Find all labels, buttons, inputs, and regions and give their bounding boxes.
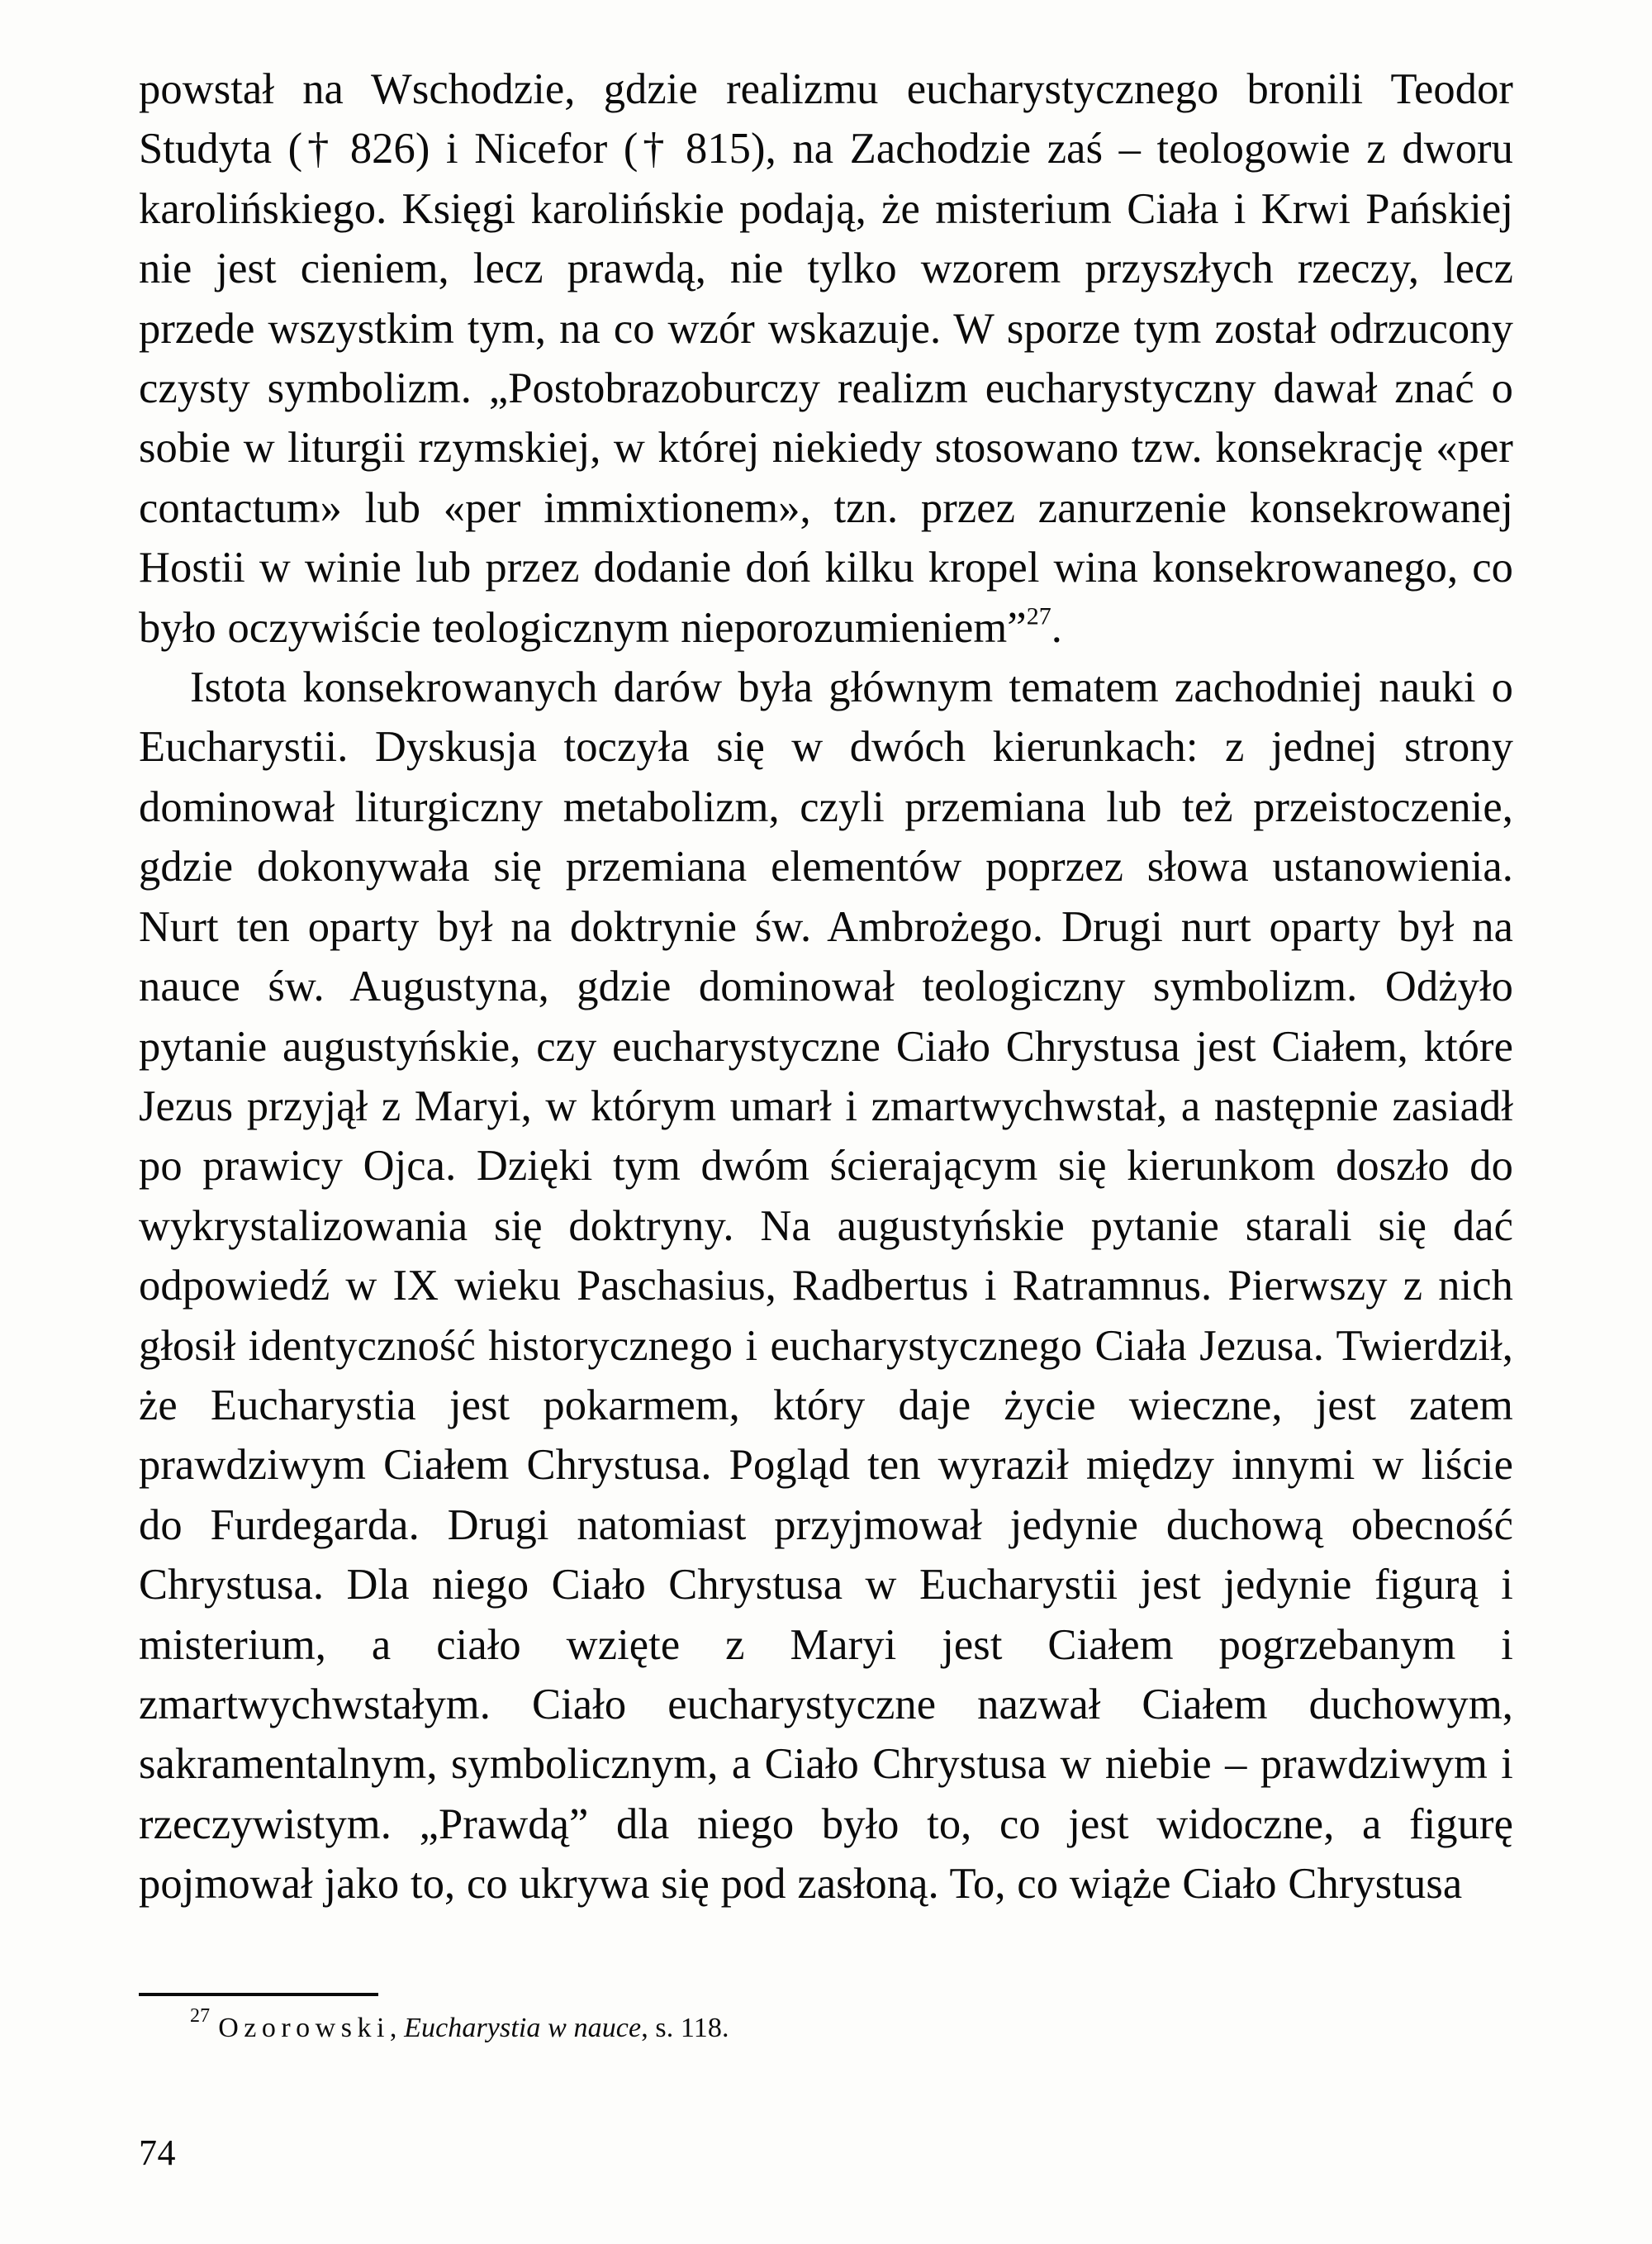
paragraph-1-text: powstał na Wschodzie, gdzie realizmu eucharystycznego bronili Teodor Studyta († 826) i Nicefor († 815), na Zachodzie zaś – teologowie z dworu karolińskiego. Księgi karolińskie podają, że misterium Ciała i Krwi Pańskiej nie jest cieniem, lecz prawdą, nie tylko wzorem przyszłych rzeczy, lecz przede wszystkim tym, na co wzór wskazuje. W sporze tym został odrzucony czysty symbolizm. „Postobrazoburczy realizm eucharystyczny dawał znać o sobie w liturgii rzymskiej, w której niekiedy stosowano tzw. konsekrację «per contactum» lub «per immixtionem», tzn. przez zanurzenie konsekrowanej Hostii w winie lub przez dodanie doń kilku kropel wina konsekrowanego, co było oczywiście teologicznym nieporozumieniem” [139,65,1513,652]
body-text-block [139,59,1513,1914]
footnote-area [139,1993,1513,2047]
paragraph-2: Istota konsekrowanych darów była głównym tematem zachodniej nauki o Eucharystii. Dyskusja toczyła się w dwóch kierunkach: z jednej strony dominował liturgiczny metabolizm, czyli przemiana lub też przeistoczenie, gdzie dokonywała się przemiana elementów poprzez słowa ustanowienia. Nurt ten oparty był na doktrynie św. Ambrożego. Drugi nurt oparty był na nauce św. Augustyna, gdzie dominował teologiczny symbolizm. Odżyło pytanie augustyńskie, czy eucharystyczne Ciało Chrystusa jest Ciałem, które Jezus przyjął z Maryi, w którym umarł i zmartwychwstał, a następnie zasiadł po prawicy Ojca. Dzięki tym dwóm ścierającym się kierunkom doszło do wykrystalizowania się doktryny. Na augustyńskie pytanie starali się dać odpowiedź w IX wieku Paschasius, Radbertus i Ratramnus. Pierwszy z nich głosił identyczność historycznego i eucharystycznego Ciała Jezusa. Twierdził, że Eucharystia jest pokarmem, który daje życie wieczne, jest zatem prawdziwym Ciałem Chrystusa. Pogląd ten wyraził między innymi w liście do Furdegarda. Drugi natomiast przyjmował jedynie duchową obecność Chrystusa. Dla niego Ciało Chrystusa w Eucharystii jest jedynie figurą i misterium, a ciało wzięte z Maryi jest Ciałem pogrzebanym i zmartwychwstałym. Ciało eucharystyczne nazwał Ciałem duchowym, sakramentalnym, symbolicznym, a Ciało Chrystusa w niebie – prawdziwym i rzeczywistym. „Prawdą” dla niego było to, co jest widoczne, a figurę pojmował jako to, co ukrywa się pod zasłoną. To, co wiąże Ciało Chrystusa [139,663,1513,1909]
footnote-entry [139,2005,1513,2047]
footnote-separator-rule [139,1993,378,1996]
page-number: 74 [139,2132,176,2173]
paragraph-continuation [139,59,1513,658]
footnote-locator: , s. 118. [641,2013,729,2043]
paragraph-1-tail: . [1051,603,1062,652]
footnote-reference-27[interactable]: 27 [1026,602,1051,630]
footnote-author: Ozorowski [218,2013,390,2043]
footnote-number: 27 [190,2005,211,2027]
footnote-separator: , [389,2013,405,2043]
footnote-title: Eucharystia w nauce [404,2013,642,2043]
